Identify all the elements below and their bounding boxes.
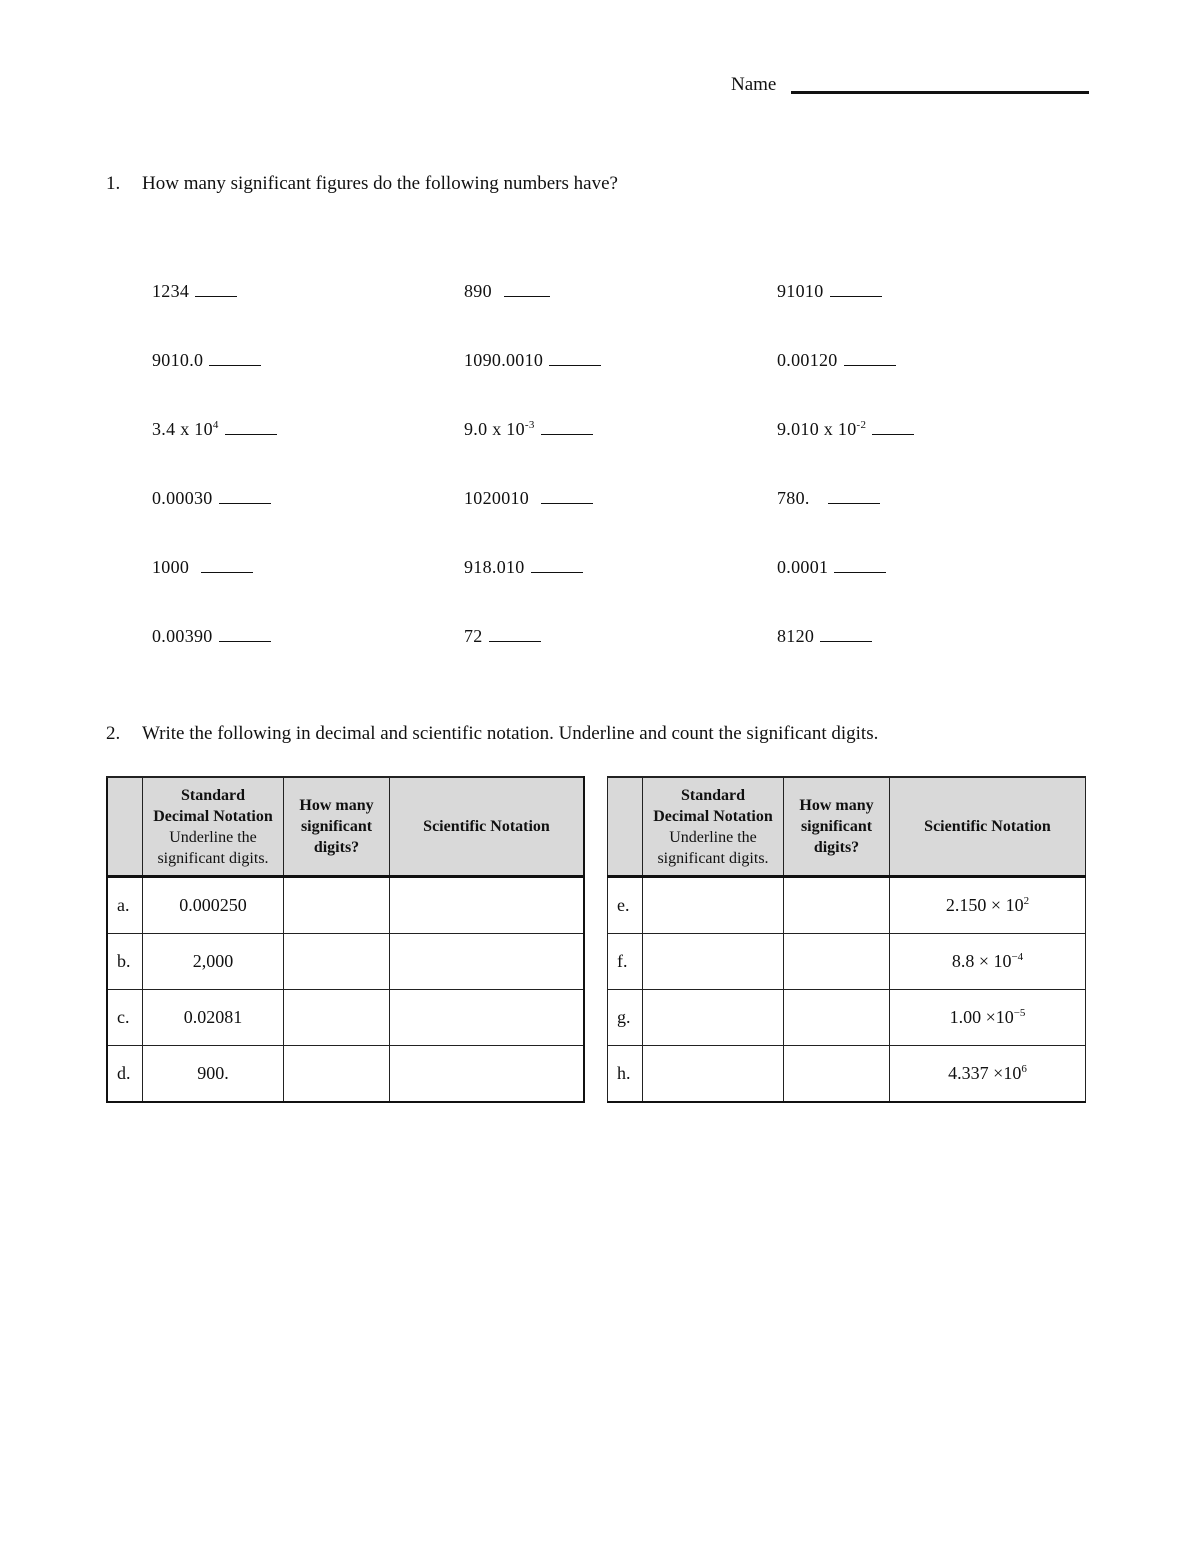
item-3-4e4 — [152, 419, 277, 440]
scientific-value — [890, 990, 1086, 1046]
header-text: Standard — [680, 786, 746, 804]
notation-table-right — [607, 776, 1086, 1103]
item-0-00120 — [777, 350, 896, 371]
letter-header — [608, 777, 643, 877]
question-2-number: 2. — [106, 723, 121, 744]
answer-blank[interactable] — [219, 489, 271, 504]
sig-count-cell[interactable] — [784, 1046, 890, 1103]
item-value: 1090.0010 — [464, 350, 544, 370]
answer-blank[interactable] — [872, 420, 914, 435]
answer-blank[interactable] — [209, 351, 261, 366]
answer-blank[interactable] — [225, 420, 277, 435]
row-letter: f. — [608, 934, 643, 990]
sig-count-cell[interactable] — [784, 990, 890, 1046]
row-letter: a. — [107, 877, 143, 934]
scientific-cell[interactable] — [390, 934, 585, 990]
item-value: 918.010 — [464, 557, 525, 577]
table-row — [608, 990, 1086, 1046]
sig-count-cell[interactable] — [284, 990, 390, 1046]
sci-exponent: −4 — [1011, 951, 1024, 963]
name-label: Name — [731, 74, 777, 95]
answer-blank[interactable] — [541, 420, 593, 435]
scientific-value — [890, 934, 1086, 990]
header-subtext: significant digits. — [157, 849, 269, 867]
sig-count-cell[interactable] — [784, 877, 890, 934]
answer-blank[interactable] — [834, 558, 886, 573]
decimal-value: 0.02081 — [143, 990, 284, 1046]
answer-blank[interactable] — [201, 558, 253, 573]
letter-header — [107, 777, 143, 877]
item-918-010 — [464, 557, 583, 578]
item-value: 3.4 x 10 — [152, 419, 213, 439]
scientific-notation-header — [890, 777, 1086, 877]
header-text: digits? — [313, 839, 360, 856]
item-9010-0 — [152, 350, 261, 371]
question-1-number: 1. — [106, 173, 121, 194]
question-2-text: Write the following in decimal and scientific notation. Underline and count the significant digits. — [142, 723, 879, 744]
item-value: 1020010 — [464, 488, 530, 508]
sig-count-cell[interactable] — [784, 934, 890, 990]
header-subtext: Underline the — [669, 828, 757, 846]
decimal-cell[interactable] — [643, 990, 784, 1046]
item-0-00030 — [152, 488, 271, 509]
header-text: How many — [299, 797, 374, 814]
table-row — [608, 934, 1086, 990]
scientific-cell[interactable] — [390, 877, 585, 934]
item-1020010 — [464, 488, 593, 509]
answer-blank[interactable] — [549, 351, 601, 366]
row-letter: b. — [107, 934, 143, 990]
row-letter: e. — [608, 877, 643, 934]
decimal-notation-header — [143, 777, 284, 877]
header-text: Decimal Notation — [653, 807, 773, 825]
item-value: 1000 — [152, 557, 190, 577]
table-row — [107, 1046, 584, 1103]
question-1-text: How many significant figures do the following numbers have? — [142, 173, 618, 194]
item-72 — [464, 626, 541, 647]
item-890 — [464, 281, 550, 302]
table-row — [608, 1046, 1086, 1103]
sig-count-header — [784, 777, 890, 877]
item-0-0001 — [777, 557, 886, 578]
sci-base: 2.150 × 10 — [945, 895, 1024, 915]
item-value: 91010 — [777, 281, 824, 301]
decimal-cell[interactable] — [643, 934, 784, 990]
scientific-notation-header — [390, 777, 585, 877]
item-1090-0010 — [464, 350, 601, 371]
sci-base: 8.8 × 10 — [951, 951, 1012, 971]
item-exponent: 4 — [212, 419, 219, 431]
item-value: 0.00120 — [777, 350, 838, 370]
sig-count-header — [284, 777, 390, 877]
item-9-0e-3 — [464, 419, 593, 440]
answer-blank[interactable] — [541, 489, 593, 504]
header-text: Decimal Notation — [153, 807, 273, 825]
row-letter: c. — [107, 990, 143, 1046]
sci-exponent: 2 — [1023, 895, 1030, 907]
answer-blank[interactable] — [504, 282, 550, 297]
item-value: 890 — [464, 281, 492, 301]
sig-count-cell[interactable] — [284, 1046, 390, 1103]
notation-table-left — [106, 776, 585, 1103]
item-value: 9.010 x 10 — [777, 419, 857, 439]
header-subtext: Underline the — [169, 828, 257, 846]
item-1000 — [152, 557, 253, 578]
item-value: 1234 — [152, 281, 190, 301]
item-value: 72 — [464, 626, 483, 646]
row-letter: g. — [608, 990, 643, 1046]
sig-count-cell[interactable] — [284, 877, 390, 934]
table-row — [107, 877, 584, 934]
header-text: Scientific Notation — [924, 818, 1051, 835]
table-row — [608, 877, 1086, 934]
header-text: significant — [300, 818, 373, 835]
scientific-value — [890, 1046, 1086, 1103]
decimal-cell[interactable] — [643, 1046, 784, 1103]
row-letter: h. — [608, 1046, 643, 1103]
scientific-cell[interactable] — [390, 1046, 585, 1103]
table-row — [107, 990, 584, 1046]
decimal-value: 900. — [143, 1046, 284, 1103]
header-text: significant — [800, 818, 873, 835]
item-value: 0.00030 — [152, 488, 213, 508]
answer-blank[interactable] — [820, 627, 872, 642]
decimal-notation-header — [643, 777, 784, 877]
item-value: 9.0 x 10 — [464, 419, 525, 439]
table-row — [107, 934, 584, 990]
answer-blank[interactable] — [828, 489, 880, 504]
item-0-00390 — [152, 626, 271, 647]
item-1234 — [152, 281, 237, 302]
answer-blank[interactable] — [489, 627, 541, 642]
header-text: digits? — [813, 839, 860, 856]
header-text: Standard — [180, 786, 246, 804]
answer-blank[interactable] — [844, 351, 896, 366]
item-value: 8120 — [777, 626, 815, 646]
sci-exponent: 6 — [1021, 1063, 1027, 1075]
sci-base: 4.337 ×10 — [948, 1063, 1022, 1083]
answer-blank[interactable] — [830, 282, 882, 297]
answer-blank[interactable] — [195, 282, 237, 297]
item-value: 9010.0 — [152, 350, 204, 370]
item-exponent: -2 — [856, 419, 867, 431]
answer-blank[interactable] — [531, 558, 583, 573]
item-8120 — [777, 626, 872, 647]
scientific-value — [890, 877, 1086, 934]
row-letter: d. — [107, 1046, 143, 1103]
item-9-010e-2 — [777, 419, 914, 440]
decimal-value: 0.000250 — [143, 877, 284, 934]
decimal-value: 2,000 — [143, 934, 284, 990]
answer-blank[interactable] — [219, 627, 271, 642]
header-text: Scientific Notation — [423, 818, 550, 835]
question-1 — [106, 173, 618, 195]
item-value: 780. — [777, 488, 810, 508]
scientific-cell[interactable] — [390, 990, 585, 1046]
item-91010 — [777, 281, 882, 302]
sig-count-cell[interactable] — [284, 934, 390, 990]
question-2 — [106, 723, 878, 745]
item-780 — [777, 488, 880, 509]
header-subtext: significant digits. — [657, 849, 769, 867]
item-exponent: -3 — [524, 419, 535, 431]
item-value: 0.00390 — [152, 626, 213, 646]
sci-base: 1.00 ×10 — [949, 1007, 1014, 1027]
decimal-cell[interactable] — [643, 877, 784, 934]
sci-exponent: −5 — [1013, 1007, 1026, 1019]
name-field-line[interactable] — [791, 91, 1089, 94]
header-text: How many — [799, 797, 874, 814]
item-value: 0.0001 — [777, 557, 829, 577]
